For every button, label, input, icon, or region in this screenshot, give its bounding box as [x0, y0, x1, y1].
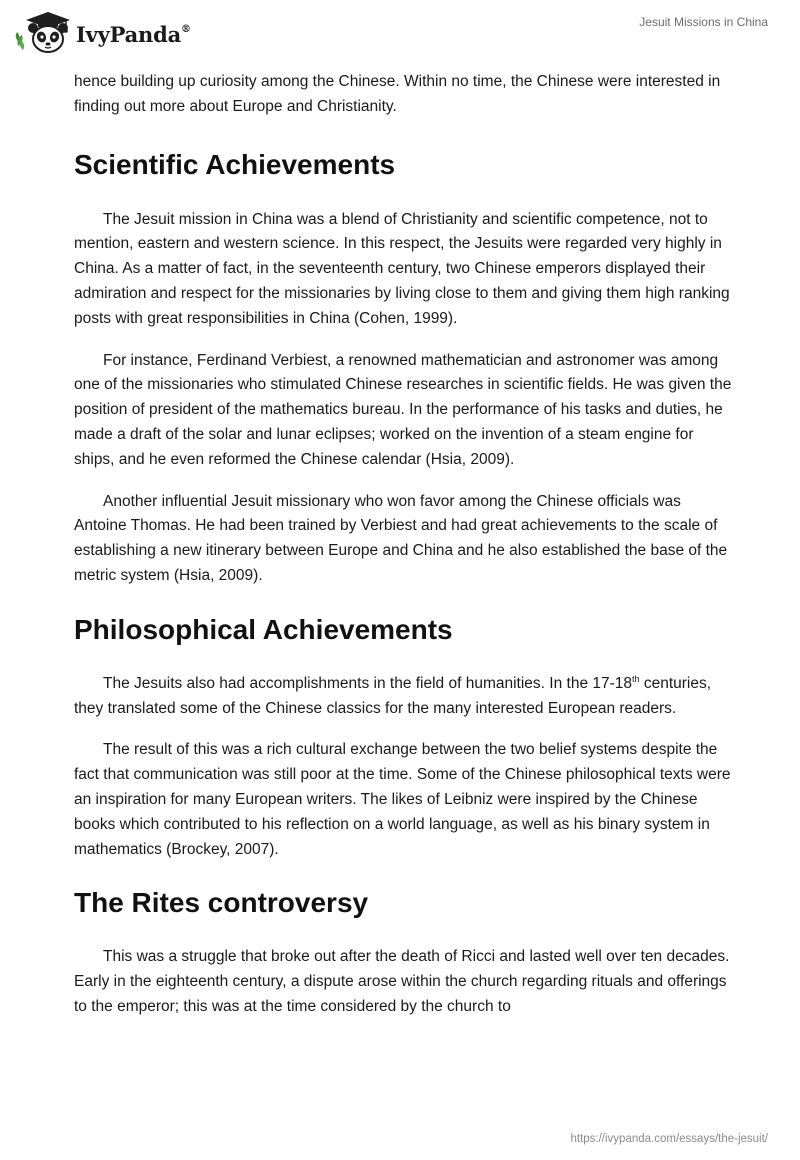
ivypanda-logo[interactable]: [14, 8, 191, 54]
heading-rites-controversy: The Rites controversy: [74, 887, 369, 919]
paragraph-scientific-3: Another influential Jesuit missionary who won favor among the Chinese officials was Antoine Thomas. He had been trained by Verbiest and had great achievements to the scale of establishing a new itinerary between Europe and China and he also established the base of the metric system (Hsia, 2009).: [74, 492, 728, 584]
paragraph-scientific-2: For instance, Ferdinand Verbiest, a renowned mathematician and astronomer was among one of the missionaries who stimulated Chinese researches in scientific fields. He was given the position of president of the mathematics bureau. In the performance of his tasks and duties, he made a draft of the solar and lunar eclipses; worked on the invention of a steam engine for ships, and he even reformed the Chinese calendar (Hsia, 2009).: [74, 351, 732, 468]
heading-scientific-achievements: Scientific Achievements: [74, 148, 396, 180]
paragraph-scientific-1: The Jesuit mission in China was a blend of Christianity and scientific competence, not to mention, eastern and western science. In this respect, the Jesuits were regarded very highly in China. As a matter of fact, in the seventeenth century, two Chinese emperors displayed their admiration and respect for the missionaries by living close to them and giving them high ranking posts with great responsibilities in China (Cohen, 1999).: [74, 210, 730, 327]
panda-graduate-icon: [14, 8, 72, 54]
logo-wordmark: IvyPanda®: [76, 21, 191, 47]
source-url-link[interactable]: https://ivypanda.com/essays/the-jesuit/: [570, 1133, 768, 1145]
heading-philosophical-achievements: Philosophical Achievements: [74, 613, 453, 645]
page-header: [0, 0, 800, 64]
document-title: Jesuit Missions in China: [639, 15, 768, 29]
paragraph-rites-1: This was a struggle that broke out after the death of Ricci and lasted well over ten decades. Early in the eighteenth century, a dispute arose within the church regarding rituals and offerings to the emperor; this was at the time considered by the church to: [74, 948, 730, 1015]
essay-content: [74, 70, 734, 1020]
paragraph-philosophical-2: The result of this was a rich cultural exchange between the two belief systems despite the fact that communication was still poor at the time. Some of the Chinese philosophical texts were an inspiration for many European writers. The likes of Leibniz were inspired by the Chinese books which contributed to his reflection on a world language, as well as his binary system in mathematics (Brockey, 2007).: [74, 741, 731, 858]
intro-paragraph: hence building up curiosity among the Chinese. Within no time, the Chinese were interested in finding out more about Europe and Christianity.: [74, 73, 721, 115]
paragraph-philosophical-1: The Jesuits also had accomplishments in the field of humanities. In the 17-18th centuries, they translated some of the Chinese classics for the many interested European readers.: [74, 673, 712, 717]
